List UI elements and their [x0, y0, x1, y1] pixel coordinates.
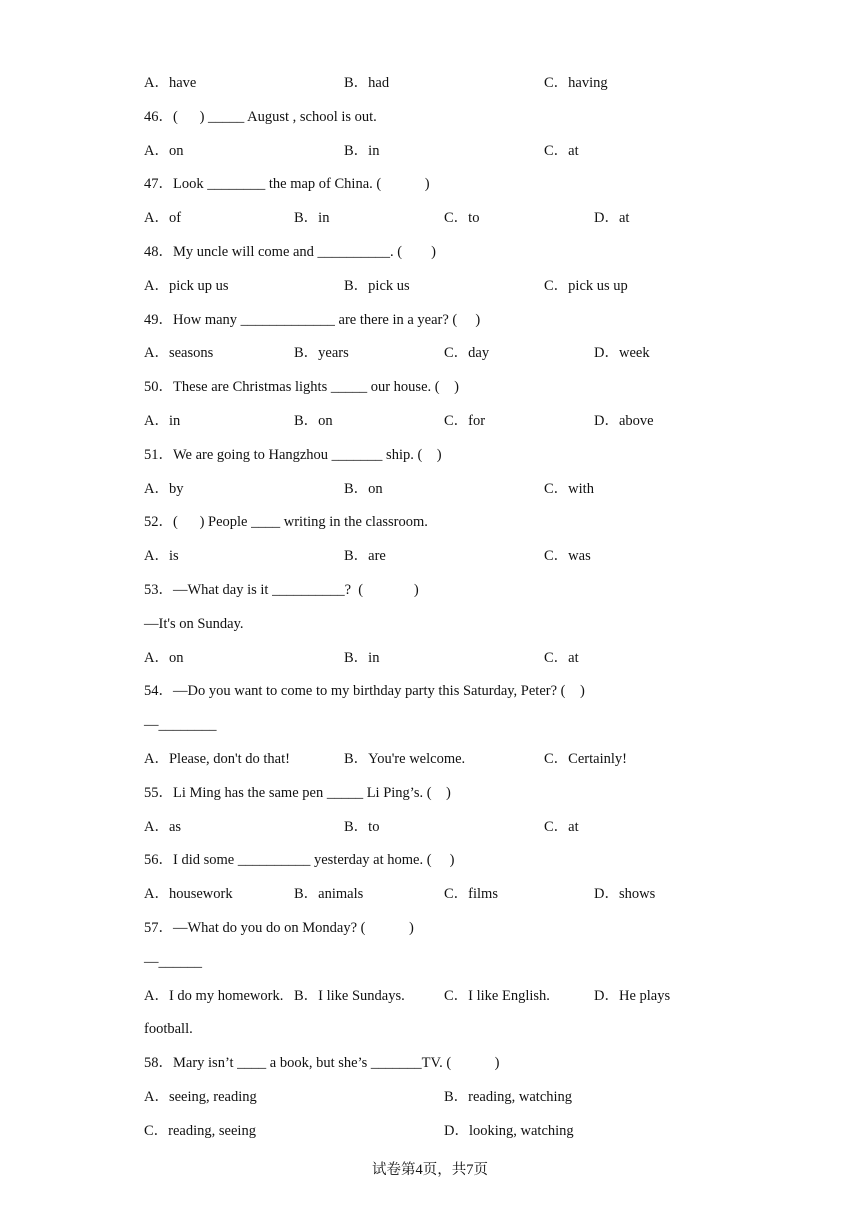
question-line: football. — [144, 1021, 193, 1037]
answer-option: C．reading, seeing — [144, 1123, 256, 1139]
question-line: 57．—What do you do on Monday? ( ) — [144, 920, 414, 936]
answer-option: A．of — [144, 210, 182, 226]
question-line: 50．These are Christmas lights _____ our house. ( ) — [144, 379, 459, 395]
answer-option: A．is — [144, 548, 179, 564]
question-line: 48．My uncle will come and __________. ( ) — [144, 244, 436, 260]
answer-option: B．reading, watching — [444, 1089, 573, 1105]
answer-option: C．at — [544, 650, 579, 666]
page-footer: 试卷第4页，共7页 — [372, 1162, 488, 1178]
answer-option: D．at — [594, 210, 630, 226]
answer-option: C．at — [544, 819, 579, 835]
answer-option: B．are — [344, 548, 386, 564]
question-line: —______ — [144, 954, 202, 970]
answer-option: A．by — [144, 481, 184, 497]
question-line: 49．How many _____________ are there in a year? ( ) — [144, 312, 481, 328]
question-line: 58．Mary isn’t ____ a book, but she’s _______TV. ( ) — [144, 1055, 500, 1071]
question-line: 53．—What day is it __________? ( ) — [144, 582, 419, 598]
answer-option: A．in — [144, 413, 181, 429]
answer-option: A．seasons — [144, 345, 214, 361]
question-line: 52．( ) People ____ writing in the classroom. — [144, 514, 428, 530]
answer-option: B．in — [294, 210, 330, 226]
answer-option: A．pick up us — [144, 278, 229, 294]
answer-option: C．with — [544, 481, 594, 497]
question-line: 47．Look ________ the map of China. ( ) — [144, 176, 430, 192]
answer-option: C．was — [544, 548, 591, 564]
question-line: 55．Li Ming has the same pen _____ Li Ping’s. ( ) — [144, 785, 451, 801]
answer-option: C．pick us up — [544, 278, 628, 294]
answer-option: C．Certainly! — [544, 751, 627, 767]
answer-option: D．shows — [594, 886, 656, 902]
answer-option: B．had — [344, 75, 390, 91]
answer-option: B．animals — [294, 886, 364, 902]
answer-option: A．on — [144, 143, 184, 159]
answer-option: B．on — [344, 481, 383, 497]
question-line: 46．( ) _____ August , school is out. — [144, 109, 377, 125]
answer-option: B．in — [344, 143, 380, 159]
answer-option: A．Please, don't do that! — [144, 751, 290, 767]
answer-option: A．I do my homework. — [144, 988, 284, 1004]
question-line: 54．—Do you want to come to my birthday party this Saturday, Peter? ( ) — [144, 683, 585, 699]
answer-option: C．having — [544, 75, 608, 91]
answer-option: D．He plays — [594, 988, 671, 1004]
answer-option: A．housework — [144, 886, 233, 902]
answer-option: A．as — [144, 819, 182, 835]
answer-option: B．on — [294, 413, 333, 429]
answer-option: B．pick us — [344, 278, 410, 294]
answer-option: D．looking, watching — [444, 1123, 574, 1139]
question-line: —________ — [144, 717, 217, 733]
answer-option: A．on — [144, 650, 184, 666]
answer-option: C．at — [544, 143, 579, 159]
answer-option: A．have — [144, 75, 197, 91]
answer-option: D．week — [594, 345, 650, 361]
answer-option: B．to — [344, 819, 380, 835]
answer-option: B．You're welcome. — [344, 751, 466, 767]
answer-option: B．I like Sundays. — [294, 988, 405, 1004]
answer-option: C．films — [444, 886, 498, 902]
answer-option: B．in — [344, 650, 380, 666]
answer-option: C．day — [444, 345, 490, 361]
question-line: 56．I did some __________ yesterday at home. ( ) — [144, 852, 455, 868]
question-line: —It's on Sunday. — [144, 616, 244, 632]
answer-option: B．years — [294, 345, 349, 361]
answer-option: C．for — [444, 413, 486, 429]
question-line: 51．We are going to Hangzhou _______ ship. ( ) — [144, 447, 442, 463]
answer-option: C．I like English. — [444, 988, 550, 1004]
answer-option: A．seeing, reading — [144, 1089, 257, 1105]
answer-option: D．above — [594, 413, 654, 429]
answer-option: C．to — [444, 210, 480, 226]
